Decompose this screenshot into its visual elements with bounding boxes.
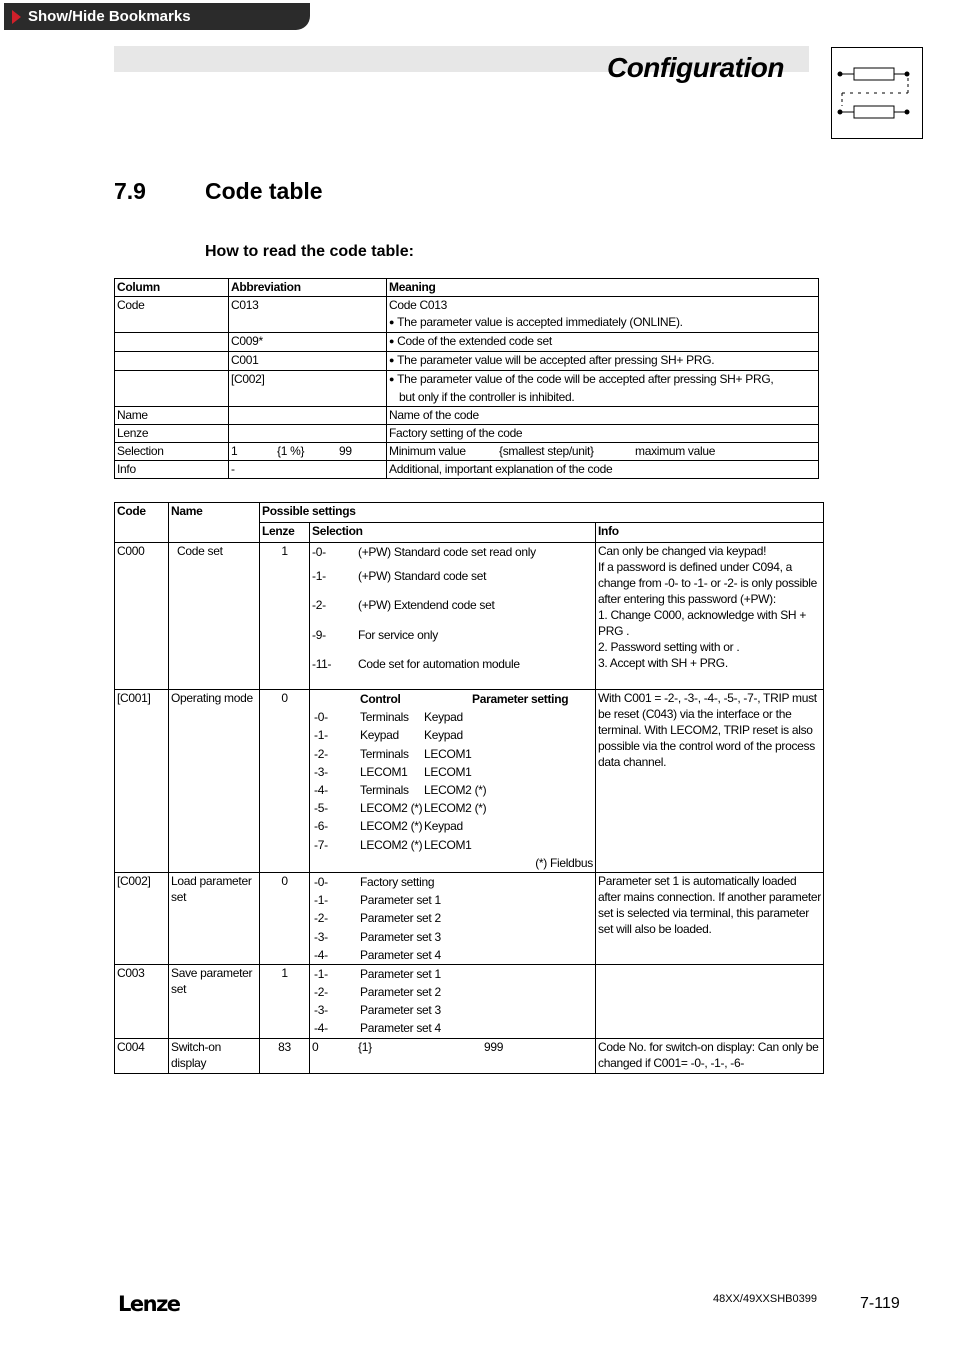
legend-col: Code — [115, 297, 229, 333]
lenze-logo: Lenze — [118, 1292, 180, 1316]
selection-item: -1- Parameter set 1 — [314, 893, 441, 908]
legend-meaning-line: ● Code of the extended code set — [389, 334, 552, 348]
table-row-c003 — [115, 964, 824, 1038]
lenze-cell: 0 — [260, 690, 310, 873]
section-number: 7.9 — [114, 178, 146, 204]
table-row-c004 — [115, 1038, 824, 1073]
name-cell: Code set — [169, 543, 260, 690]
header-name: Name — [169, 503, 260, 543]
legend-row — [115, 297, 819, 333]
selection-item: -4- Parameter set 4 — [314, 1021, 441, 1036]
code-header-row — [115, 503, 824, 523]
lenze-cell: 83 — [260, 1038, 310, 1073]
selection-max: 999 — [484, 1039, 504, 1054]
legend-meaning: Name of the code — [387, 407, 819, 425]
legend-abbr: C001 — [229, 352, 387, 371]
legend-col — [115, 371, 229, 407]
code-cell: [C002] — [115, 872, 169, 964]
legend-meaning-line: but only if the controller is inhibited. — [399, 390, 575, 404]
legend-row — [115, 371, 819, 407]
header-lenze: Lenze — [260, 523, 310, 543]
legend-meaning-line: Code C013 — [389, 298, 448, 312]
table-row-c001 — [115, 690, 824, 873]
legend-col: Info — [115, 461, 229, 479]
legend-row — [115, 407, 819, 425]
configuration-diagram-icon — [831, 47, 923, 139]
legend-row — [115, 352, 819, 371]
selection-item: -3- Parameter set 3 — [314, 929, 441, 944]
legend-col: Lenze — [115, 425, 229, 443]
selection-item: -7- LECOM2 (*) LECOM1 — [314, 837, 472, 852]
lenze-cell: 0 — [260, 872, 310, 964]
info-line: If a password is defined under C094, a change from -0- to -1- or -2- is only possible after entering this password (+PW): — [598, 560, 817, 606]
legend-table — [114, 278, 819, 479]
selection-item: -1- Keypad Keypad — [314, 728, 463, 743]
code-cell: [C001] — [115, 690, 169, 873]
name-cell: Load parameter set — [169, 872, 260, 964]
legend-col: Name — [115, 407, 229, 425]
info-cell: With C001 = -2-, -3-, -4-, -5-, -7-, TRIP must be reset (C043) via the interface or the terminal. With LECOM2, TRIP reset is also possible via the control word of the process data channel. — [596, 690, 824, 873]
legend-step-label: {smallest step/unit} — [499, 444, 594, 458]
legend-step: {1 %} — [277, 444, 305, 458]
header-info: Info — [596, 523, 824, 543]
selection-item: -4- Parameter set 4 — [314, 947, 441, 962]
selection-item: -6- LECOM2 (*) Keypad — [314, 819, 463, 834]
info-cell: Parameter set 1 is automatically loaded after mains connection. If another parameter set is selected via terminal, this parameter set will also be loaded. — [596, 872, 824, 964]
page-title: Configuration — [606, 52, 784, 83]
selection-item: -0- Factory setting — [314, 874, 435, 889]
info-line: Can only be changed via keypad! — [598, 544, 767, 558]
selection-cell — [310, 1038, 596, 1073]
legend-header-meaning: Meaning — [387, 279, 819, 297]
info-cell — [596, 964, 824, 1038]
code-cell: C004 — [115, 1038, 169, 1073]
selection-footnote: (*) Fieldbus — [535, 855, 593, 870]
legend-min-label: Minimum value — [389, 444, 466, 458]
info-cell — [596, 543, 824, 690]
selection-cell — [310, 690, 596, 873]
legend-meaning — [387, 443, 819, 461]
info-line: 1. Change C000, acknowledge with SH + PRG . — [598, 608, 807, 638]
lenze-cell: 1 — [260, 964, 310, 1038]
legend-abbr — [229, 443, 387, 461]
selection-min: 0 — [312, 1039, 319, 1054]
selection-cell — [310, 872, 596, 964]
selection-item: -0- (+PW) Standard code set read only — [312, 545, 536, 559]
document-id: 48XX/49XXSHB0399 — [713, 1293, 817, 1305]
legend-max: 99 — [339, 444, 352, 458]
legend-abbr: [C002] — [229, 371, 387, 407]
page-number: 7-119 — [860, 1295, 900, 1312]
selection-item: -4- Terminals LECOM2 (*) — [314, 783, 487, 798]
selection-item: -11- Code set for automation module — [312, 657, 520, 672]
table-row-c002 — [115, 872, 824, 964]
section-title: Code table — [205, 178, 323, 204]
selection-item: -0- Terminals Keypad — [314, 710, 463, 725]
legend-abbr — [229, 425, 387, 443]
legend-abbr: C013 — [229, 297, 387, 333]
legend-meaning-line: ● The parameter value of the code will be accepted after pressing SH+ PRG, — [389, 371, 816, 389]
name-cell: Switch-on display — [169, 1038, 260, 1073]
table-row-c000 — [115, 543, 824, 690]
legend-meaning — [387, 352, 819, 371]
header-selection: Selection — [310, 523, 596, 543]
legend-header-abbreviation: Abbreviation — [229, 279, 387, 297]
code-cell: C000 — [115, 543, 169, 690]
legend-meaning — [387, 297, 819, 333]
selection-step: {1} — [358, 1039, 372, 1054]
legend-header-column: Column — [115, 279, 229, 297]
selection-item: -9- For service only — [312, 627, 438, 642]
selection-item: -1- Parameter set 1 — [314, 966, 441, 981]
legend-row — [115, 443, 819, 461]
header-code: Code — [115, 503, 169, 543]
legend-meaning — [387, 371, 819, 407]
legend-row — [115, 333, 819, 352]
legend-meaning: Factory setting of the code — [387, 425, 819, 443]
code-cell: C003 — [115, 964, 169, 1038]
selection-item: -2- Terminals LECOM1 — [314, 746, 472, 761]
bookmarks-label: Show/Hide Bookmarks — [28, 8, 191, 25]
legend-col — [115, 333, 229, 352]
legend-min: 1 — [231, 444, 238, 458]
name-cell: Save parameter set — [169, 964, 260, 1038]
legend-abbr: - — [229, 461, 387, 479]
legend-row — [115, 425, 819, 443]
selection-header: Control Parameter setting — [360, 692, 569, 707]
legend-abbr — [229, 407, 387, 425]
legend-meaning — [387, 333, 819, 352]
play-arrow-icon — [12, 10, 21, 24]
info-line: 3. Accept with SH + PRG. — [598, 656, 728, 670]
selection-item: -3- LECOM1 LECOM1 — [314, 764, 472, 779]
subsection-title: How to read the code table: — [205, 243, 414, 260]
code-table — [114, 502, 824, 1074]
lenze-cell: 1 — [260, 543, 310, 690]
legend-abbr: C009* — [229, 333, 387, 352]
selection-item: -2- (+PW) Extendend code set — [312, 598, 495, 613]
legend-row — [115, 461, 819, 479]
legend-col — [115, 352, 229, 371]
legend-meaning-line: ● The parameter value will be accepted after pressing SH+ PRG. — [389, 353, 714, 367]
selection-item: -2- Parameter set 2 — [314, 911, 441, 926]
selection-cell — [310, 543, 596, 690]
selection-item: -3- Parameter set 3 — [314, 1003, 441, 1018]
info-line: 2. Password setting with or . — [598, 640, 740, 654]
selection-item: -5- LECOM2 (*) LECOM2 (*) — [314, 801, 487, 816]
info-cell: Code No. for switch-on display: Can only be changed if C001= -0-, -1-, -6- — [596, 1038, 824, 1073]
selection-item: -1- (+PW) Standard code set — [312, 568, 487, 583]
legend-meaning-line: ● The parameter value is accepted immediately (ONLINE). — [389, 314, 816, 332]
show-hide-bookmarks-button[interactable] — [4, 3, 310, 30]
legend-header-row — [115, 279, 819, 297]
legend-col: Selection — [115, 443, 229, 461]
selection-item: -2- Parameter set 2 — [314, 985, 441, 1000]
header-possible-settings: Possible settings — [260, 503, 824, 523]
legend-max-label: maximum value — [635, 444, 716, 458]
legend-meaning: Additional, important explanation of the code — [387, 461, 819, 479]
name-cell: Operating mode — [169, 690, 260, 873]
selection-cell — [310, 964, 596, 1038]
